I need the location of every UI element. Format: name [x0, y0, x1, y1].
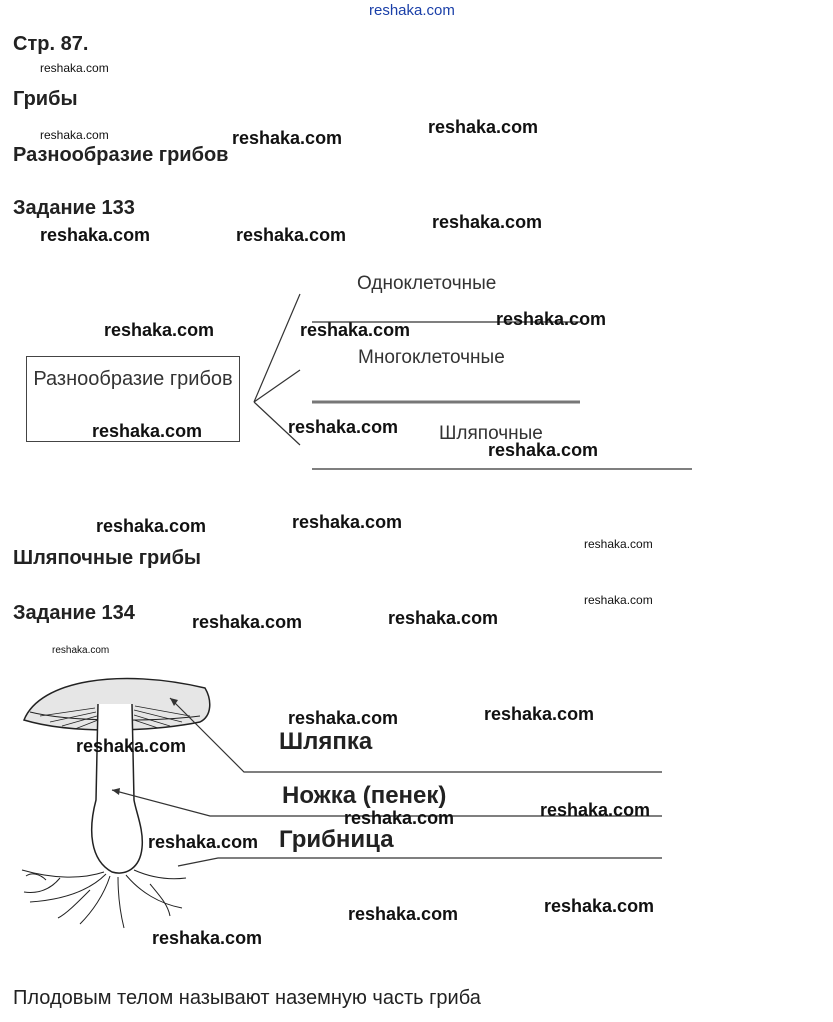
watermark: reshaka.com [152, 928, 263, 948]
watermark: reshaka.com [92, 421, 203, 441]
branch-cap-fungi: Шляпочные [439, 423, 543, 444]
watermark: reshaka.com [148, 832, 259, 852]
label-mycelium: Грибница [279, 826, 394, 853]
watermark: reshaka.com [40, 61, 109, 75]
task-133-title: Задание 133 [13, 197, 135, 219]
watermark: reshaka.com [40, 128, 109, 142]
watermark: reshaka.com [544, 896, 655, 916]
top-watermark[interactable]: reshaka.com [369, 2, 455, 19]
watermark: reshaka.com [428, 117, 539, 137]
page-reference: Стр. 87. [13, 33, 89, 55]
watermark: reshaka.com [76, 736, 187, 756]
task-134-title: Задание 134 [13, 602, 135, 624]
watermark: reshaka.com [300, 320, 411, 340]
watermark: reshaka.com [236, 225, 347, 245]
fruiting-body-caption: Плодовым телом называют наземную часть гриба [13, 987, 481, 1009]
watermark: reshaka.com [232, 128, 343, 148]
mushroom-drawing [22, 678, 210, 928]
branch-multicellular: Многоклеточные [358, 347, 505, 368]
watermark: reshaka.com [52, 645, 110, 656]
watermark: reshaka.com [40, 225, 151, 245]
section-title: Грибы [13, 88, 78, 110]
label-stem: Ножка (пенек) [282, 782, 447, 809]
watermark: reshaka.com [496, 309, 607, 329]
watermark: reshaka.com [288, 417, 399, 437]
watermark: reshaka.com [348, 904, 459, 924]
watermark: reshaka.com [488, 440, 599, 460]
watermark: reshaka.com [288, 708, 399, 728]
label-cap: Шляпка [279, 728, 373, 755]
watermark: reshaka.com [96, 516, 207, 536]
branch-unicellular: Одноклеточные [357, 273, 497, 294]
watermark: reshaka.com [192, 612, 303, 632]
watermark: reshaka.com [344, 808, 455, 828]
watermark: reshaka.com [540, 800, 651, 820]
subsection-title-cap-fungi: Шляпочные грибы [13, 547, 201, 569]
subsection-title-diversity: Разнообразие грибов [13, 144, 229, 166]
watermark: reshaka.com [484, 704, 595, 724]
watermark: reshaka.com [584, 593, 653, 607]
watermark: reshaka.com [104, 320, 215, 340]
watermark: reshaka.com [584, 537, 653, 551]
watermark: reshaka.com [388, 608, 499, 628]
watermark: reshaka.com [432, 212, 543, 232]
watermark: reshaka.com [292, 512, 403, 532]
diagram-root-label: Разнообразие грибов [33, 368, 233, 390]
